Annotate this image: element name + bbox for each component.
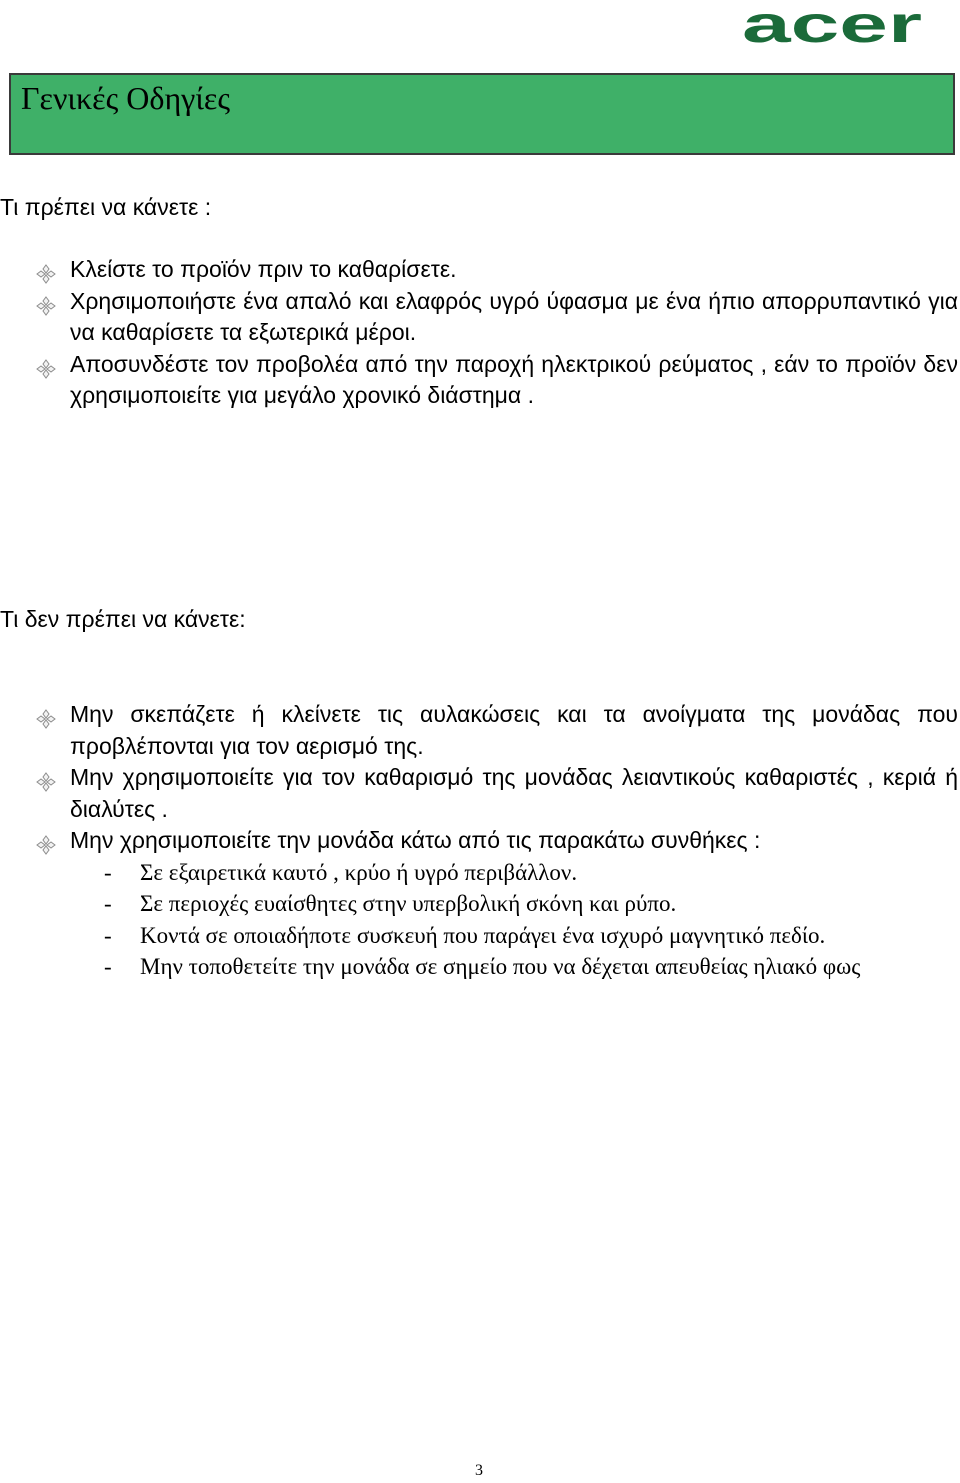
list-item xyxy=(0,699,958,762)
acer-logo xyxy=(742,2,924,50)
page-number: 3 xyxy=(475,1462,483,1479)
list-item xyxy=(0,825,958,983)
donts-heading: Τι δεν πρέπει να κάνετε: xyxy=(0,606,246,632)
page-title: Γενικές Οδηγίες xyxy=(21,80,231,116)
four-diamond-bullet-icon xyxy=(36,832,56,852)
dash-marker: - xyxy=(104,859,112,885)
condition-text: Κοντά σε οποιαδήποτε συσκευή που παράγει ένα ισχυρό μαγνητικό πεδίο. xyxy=(140,922,826,948)
list-item-text: Μην χρησιμοποιείτε την μονάδα κάτω από τις παρακάτω συνθήκες : xyxy=(70,827,761,853)
condition-item xyxy=(68,951,958,983)
list-item-text: Αποσυνδέστε τον προβολέα από την παροχή ηλεκτρικού ρεύματος , εάν το προϊόν δεν χρησιμοποιείτε για μεγάλο χρονικό διάστημα . xyxy=(70,350,958,408)
four-diamond-bullet-icon xyxy=(36,293,56,313)
list-item-text: Μην σκεπάζετε ή κλείνετε τις αυλακώσεις και τα ανοίγματα της μονάδας που προβλέπονται για τον αερισμό της. xyxy=(70,701,958,759)
dos-list xyxy=(0,254,958,412)
four-diamond-bullet-icon xyxy=(36,261,56,281)
condition-text: Σε εξαιρετικά καυτό , κρύο ή υγρό περιβάλλον. xyxy=(140,859,578,885)
condition-item xyxy=(68,920,958,952)
dash-marker: - xyxy=(104,891,112,916)
four-diamond-bullet-icon xyxy=(36,706,56,726)
donts-list xyxy=(0,699,958,983)
condition-text: Μην τοποθετείτε την μονάδα σε σημείο που να δέχεται απευθείας ηλιακό φως xyxy=(140,954,861,979)
list-item-text: Κλείστε το προϊόν πριν το καθαρίσετε. xyxy=(70,256,457,282)
list-item xyxy=(0,349,958,412)
svg-text:acer: acer xyxy=(742,2,922,50)
condition-item xyxy=(68,857,958,889)
list-item-text: Χρησιμοποιήστε ένα απαλό και ελαφρός υγρό ύφασμα με ένα ήπιο απορρυπαντικό για να καθαρίσετε τα εξωτερικά μέροι. xyxy=(70,287,958,345)
acer-logo-graphic xyxy=(742,2,924,50)
four-diamond-bullet-icon xyxy=(36,769,56,789)
list-item-text: Μην χρησιμοποιείτε για τον καθαρισμό της μονάδας λειαντικούς καθαριστές , κεριά ή διαλύτες . xyxy=(70,764,958,822)
list-item xyxy=(0,254,958,286)
list-item xyxy=(0,286,958,349)
conditions-list xyxy=(70,857,958,983)
four-diamond-bullet-icon xyxy=(36,356,56,376)
dash-marker: - xyxy=(104,954,112,979)
condition-item xyxy=(68,888,958,920)
dos-heading: Τι πρέπει να κάνετε : xyxy=(0,194,212,220)
condition-text: Σε περιοχές ευαίσθητες στην υπερβολική σκόνη και ρύπο. xyxy=(140,891,677,916)
dash-marker: - xyxy=(104,922,112,948)
list-item xyxy=(0,762,958,825)
